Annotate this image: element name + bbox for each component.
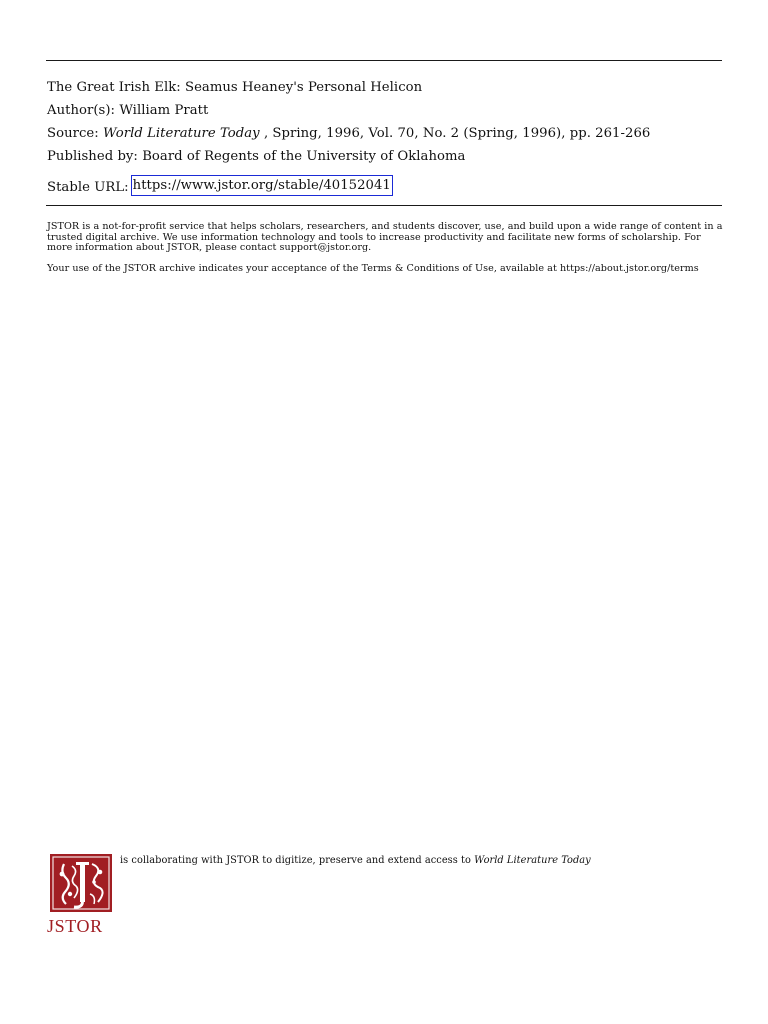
author-label: Author(s):	[47, 103, 116, 118]
publisher-line	[47, 149, 737, 165]
publisher-label: Published by:	[47, 149, 138, 164]
top-rule	[46, 60, 722, 61]
author-name: William Pratt	[119, 103, 209, 118]
author-line	[47, 103, 737, 119]
collaboration-journal: World Literature Today	[474, 855, 591, 866]
article-title	[47, 80, 737, 96]
source-label: Source:	[47, 126, 99, 141]
jstor-logo-icon	[50, 854, 112, 912]
article-title-text: The Great Irish Elk: Seamus Heaney's Personal Helicon	[47, 80, 423, 95]
collaboration-text: is collaborating with JSTOR to digitize, preserve and extend access to	[120, 855, 471, 866]
stable-url-line	[47, 177, 737, 198]
stable-url-label: Stable URL:	[47, 180, 129, 195]
stable-url-link[interactable]: https://www.jstor.org/stable/40152041	[131, 175, 393, 196]
collaboration-statement	[120, 855, 591, 867]
source-details: , Spring, 1996, Vol. 70, No. 2 (Spring, 1996), pp. 261-266	[263, 126, 651, 141]
terms-notice-paragraph: Your use of the JSTOR archive indicates your acceptance of the Terms & Conditions of Use, available at https://about.jstor.org/terms	[47, 263, 699, 274]
source-journal: World Literature Today	[103, 126, 260, 141]
separator-rule	[46, 205, 722, 206]
jstor-notice-paragraph: JSTOR is a not-for-profit service that helps scholars, researchers, and students discover, use, and build upon a wide range of content in a trusted digital archive. We use information technology and tools to increase productivity and facilitate new forms of scholarship. For more information about JSTOR, please contact support@jstor.org.	[47, 221, 723, 254]
source-line	[47, 126, 737, 142]
publisher-name: Board of Regents of the University of Oklahoma	[142, 149, 466, 164]
jstor-logo-text: JSTOR	[47, 916, 103, 936]
